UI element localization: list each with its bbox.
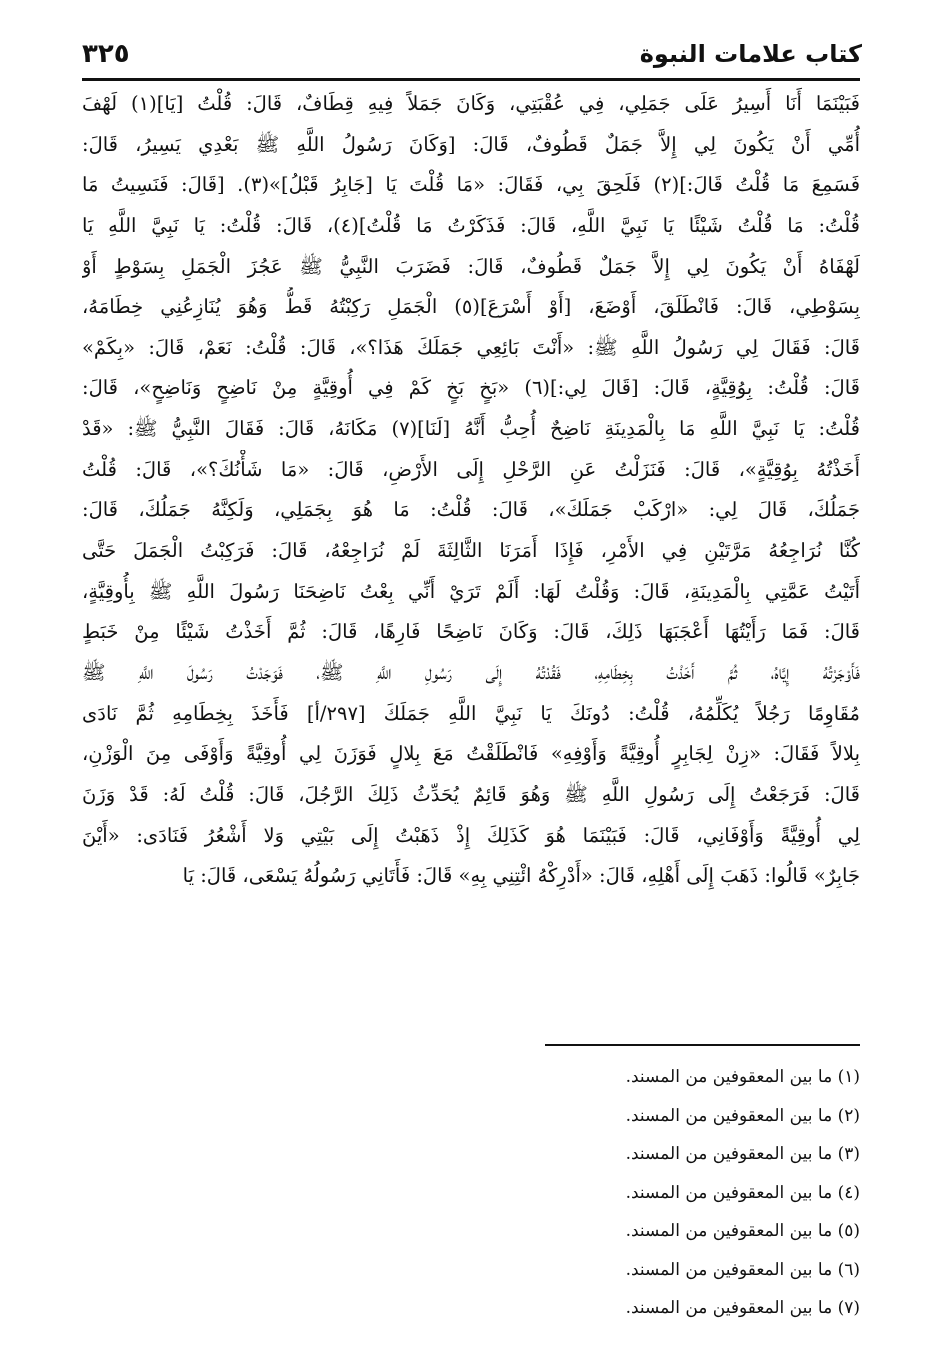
text-line: بِسَوْطِي، قَالَ: فَانْطَلَقَ، أَوْضَعَ، [أَوْ أَسْرَعَ](٥) الْجَمَلِ رَكِبْتُهُ قَطُّ وَهُوَ يُنَازِعُنِي خِطَامَهُ، bbox=[82, 295, 860, 319]
main-text bbox=[82, 84, 860, 897]
text-line: بِلالاً فَقَالَ: «زِنْ لِجَابِرٍ أُوقِيَّةً وَأَوْفِهِ» فَانْطَلَقْتُ مَعَ بِلالٍ فَوَزَنَ لِي أُوقِيَّةً وَأَوْفَى مِنَ الْوَزْنِ، bbox=[82, 742, 860, 766]
text-line: فَأَوْجَرْتُهُ إِيَّاهُ، ثُمَّ أَخَذْتُ بِخِطَامِهِ، فَقُدْتُهُ إِلَى رَسُولِ اللَّهِ ﷺ، فَوَجَدْتُ رَسُولَ اللَّهِ ﷺ bbox=[82, 660, 860, 684]
footnote-divider bbox=[545, 1044, 860, 1046]
text-line: قُلْتُ: مَا قُلْتُ شَيْئًا يَا نَبِيَّ اللَّهِ، قَالَ: فَذَكَرْتُ مَا قُلْتُ](٤)، قَالَ: قُلْتُ: يَا نَبِيَّ اللَّهِ يَا bbox=[82, 213, 860, 237]
footnote: (٣) ما بين المعقوفين من المسند. bbox=[625, 1144, 860, 1164]
text-line: مُقَاوِمًا رَجُلاً يُكَلِّمُهُ، قُلْتُ: دُونَكَ يَا نَبِيَّ اللَّهِ جَمَلَكَ [٢٩٧/أ] فَأَخَذَ بِخِطَامِهِ ثُمَّ نَادَى bbox=[82, 701, 860, 725]
text-line: أُمِّي أَنْ يَكُونَ لِي إِلاَّ جَمَلٌ قَطُوفٌ، قَالَ: [وَكَانَ رَسُولُ اللَّهِ ﷺ بَعْدِي يَسِيرُ، قَالَ: bbox=[82, 132, 860, 156]
running-title: كتاب علامات النبوة bbox=[639, 40, 862, 68]
text-line: أَتَيْتُ عَمَّتِي بِالْمَدِينَةِ، قَالَ: وَقُلْتُ لَهَا: أَلَمْ تَرَيْ أَنِّي بِعْتُ نَاضِحَنَا رَسُولَ اللَّهِ ﷺ بِأُوقِيَّةٍ، bbox=[82, 579, 860, 603]
text-line: قُلْتُ: يَا نَبِيَّ اللَّهِ مَا بِالْمَدِينَةِ نَاضِحٌ أُحِبُّ أَنَّهُ [لَنَا](٧) مَكَانَهُ، قَالَ: فَقَالَ النَّبِيُّ ﷺ: «قَدْ bbox=[82, 417, 860, 441]
text-line: فَبَيْنَمَا أَنَا أَسِيرُ عَلَى جَمَلِي، فِي عُقْبَتِي، وَكَانَ جَمَلاً فِيهِ قِطَافٌ، قَالَ: قُلْتُ [يَا](١) لَهْفَ bbox=[82, 92, 860, 115]
footnote: (١) ما بين المعقوفين من المسند. bbox=[625, 1067, 860, 1087]
text-line: كُنَّا نُرَاجِعُهُ مَرَّتَيْنِ فِي الأَمْرِ، فَإِذَا أَمَرَنَا الثَّالِثَةَ لَمْ نُرَاجِعْهُ، قَالَ: فَرَكِبْتُ الْجَمَلَ حَتَّى bbox=[82, 539, 860, 563]
text-line: قَالَ: فَمَا رَأَيْتُهَا أَعْجَبَهَا ذَلِكَ، قَالَ: وَكَانَ نَاضِحًا فَارِهًا، قَالَ: ثُمَّ أَخَذْتُ شَيْئًا مِنْ خَبَطٍ bbox=[82, 620, 860, 644]
header-divider bbox=[82, 78, 860, 81]
text-line: جَمَلُكَ، قَالَ لِي: «ارْكَبْ جَمَلَكَ»، قَالَ: قُلْتُ: مَا هُوَ بِجَمَلِي، وَلَكِنَّهُ جَمَلُكَ، قَالَ: bbox=[82, 498, 860, 522]
text-line: لَهْفَاهُ أَنْ يَكُونَ لِي إِلاَّ جَمَلٌ قَطُوفٌ، قَالَ: فَضَرَبَ النَّبِيُّ ﷺ عَجُزَ الْجَمَلِ بِسَوْطٍ أَوْ bbox=[82, 254, 860, 278]
text-line: لِي أُوقِيَّةً وَأَوْفَانِي، قَالَ: فَبَيْنَمَا هُوَ كَذَلِكَ إِذْ ذَهَبْتُ إِلَى بَيْتِي وَلا أَشْعُرُ فَنَادَى: «أَيْنَ bbox=[82, 823, 860, 847]
footnote: (٥) ما بين المعقوفين من المسند. bbox=[625, 1221, 860, 1241]
footnote: (٧) ما بين المعقوفين من المسند. bbox=[625, 1298, 860, 1318]
footnote: (٤) ما بين المعقوفين من المسند. bbox=[625, 1182, 860, 1203]
text-line: قَالَ: قُلْتُ: بِوُقِيَّةٍ، قَالَ: [قَالَ لِي:](٦) «بَخٍ بَخٍ كَمْ فِي أُوقِيَّةٍ مِنْ نَاضِحٍ وَنَاضِحٍ»، قَالَ: bbox=[82, 376, 860, 400]
footnote: (٦) ما بين المعقوفين من المسند. bbox=[625, 1259, 860, 1280]
footnote: (٢) ما بين المعقوفين من المسند. bbox=[625, 1105, 860, 1126]
footnotes bbox=[400, 1058, 860, 1328]
text-line: جَابِرٌ» قَالُوا: ذَهَبَ إِلَى أَهْلِهِ، قَالَ: «أَدْرِكْهُ ائْتِنِي بِهِ» قَالَ: فَأَتَانِي رَسُولُهُ يَسْعَى، قَالَ: يَا bbox=[182, 864, 860, 888]
text-line: قَالَ: فَقَالَ لِي رَسُولُ اللَّهِ ﷺ: «أَنْتَ بَائِعِي جَمَلَكَ هَذَا؟»، قَالَ: قُلْتُ: نَعَمْ، قَالَ: «بِكَمْ» bbox=[82, 335, 860, 359]
text-line: فَسَمِعَ مَا قُلْتُ قَالَ:](٢) فَلَحِقَ بِي، فَقَالَ: «مَا قُلْتَ يَا [جَابِرُ قَبْلُ]»(٣). [قَالَ: فَنَسِيتُ مَا bbox=[82, 173, 860, 197]
text-line: أَخَذْتُهُ بِوُقِيَّةٍ»، قَالَ: فَنَزَلْتُ عَنِ الرَّحْلِ إِلَى الأَرْضِ، قَالَ: «مَا شَأْنُكَ؟»، قَالَ: قُلْتُ bbox=[82, 457, 860, 481]
page-number: ٣٢٥ bbox=[82, 39, 130, 69]
page-header bbox=[82, 36, 862, 76]
text-line: قَالَ: فَرَجَعْتُ إِلَى رَسُولِ اللَّهِ ﷺ وَهُوَ قَائِمٌ يُحَدِّثُ ذَلِكَ الرَّجُلَ، قَالَ: قُلْتُ لَهُ: قَدْ وَزَنَ bbox=[82, 782, 860, 806]
